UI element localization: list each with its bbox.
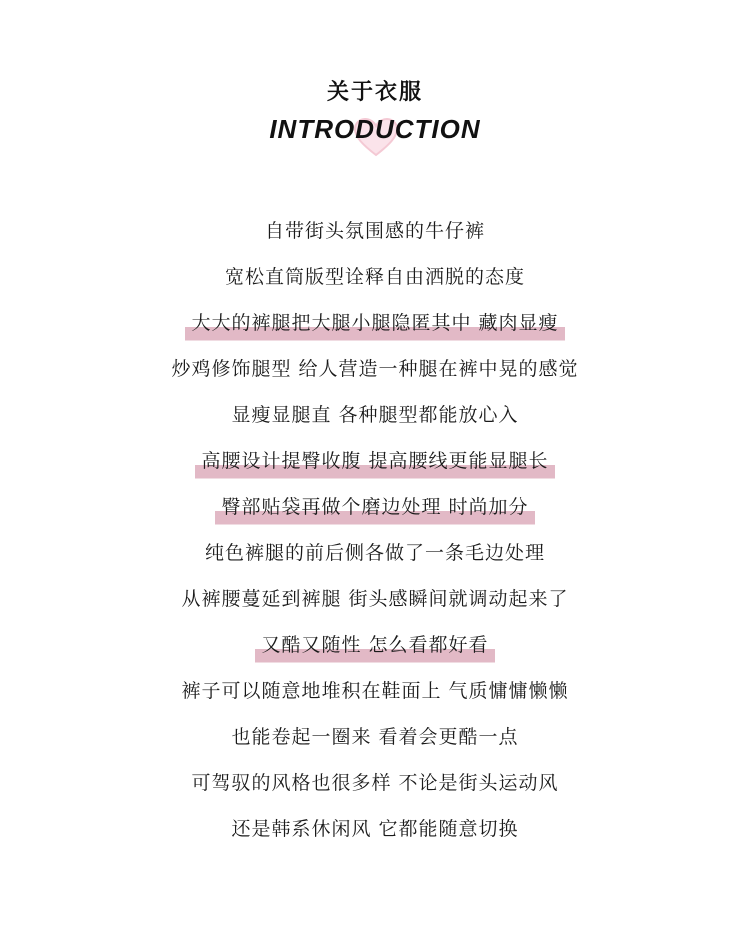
section-title-english: INTRODUCTION — [269, 114, 481, 144]
text-line — [0, 348, 750, 394]
highlighted-text-line — [0, 624, 750, 670]
text-line-content: 大大的裤腿把大腿小腿隐匿其中 藏肉显瘦 — [185, 302, 564, 344]
highlighted-text-line — [0, 302, 750, 348]
text-line-content: 自带街头氛围感的牛仔裤 — [264, 220, 485, 242]
text-line-content: 纯色裤腿的前后侧各做了一条毛边处理 — [204, 542, 545, 564]
text-line-content: 显瘦显腿直 各种腿型都能放心入 — [231, 404, 519, 426]
text-line-content: 从裤腰蔓延到裤腿 街头感瞬间就调动起来了 — [181, 588, 569, 610]
text-line-content: 还是韩系休闲风 它都能随意切换 — [231, 818, 519, 840]
text-line — [0, 532, 750, 578]
text-line — [0, 394, 750, 440]
text-line — [0, 670, 750, 716]
text-line-content: 又酷又随性 怎么看都好看 — [255, 624, 494, 666]
text-line — [0, 762, 750, 808]
text-line-content: 臀部贴袋再做个磨边处理 时尚加分 — [215, 486, 534, 528]
text-line — [0, 210, 750, 256]
description-lines — [0, 210, 750, 854]
text-line-content: 裤子可以随意地堆积在鞋面上 气质慵慵懒懒 — [181, 680, 569, 702]
highlighted-text-line — [0, 440, 750, 486]
text-line-content: 炒鸡修饰腿型 给人营造一种腿在裤中晃的感觉 — [171, 358, 579, 380]
highlighted-text-line — [0, 486, 750, 532]
text-line — [0, 808, 750, 854]
text-line-content: 宽松直筒版型诠释自由洒脱的态度 — [224, 266, 525, 288]
text-line — [0, 256, 750, 302]
text-line-content: 高腰设计提臀收腹 提高腰线更能显腿长 — [195, 440, 554, 482]
section-title-chinese: 关于衣服 — [326, 80, 423, 105]
section-header — [0, 0, 750, 160]
text-line-content: 可驾驭的风格也很多样 不论是街头运动风 — [191, 772, 559, 794]
text-line-content: 也能卷起一圈来 看着会更酷一点 — [231, 726, 519, 748]
text-line — [0, 578, 750, 624]
text-line — [0, 716, 750, 762]
